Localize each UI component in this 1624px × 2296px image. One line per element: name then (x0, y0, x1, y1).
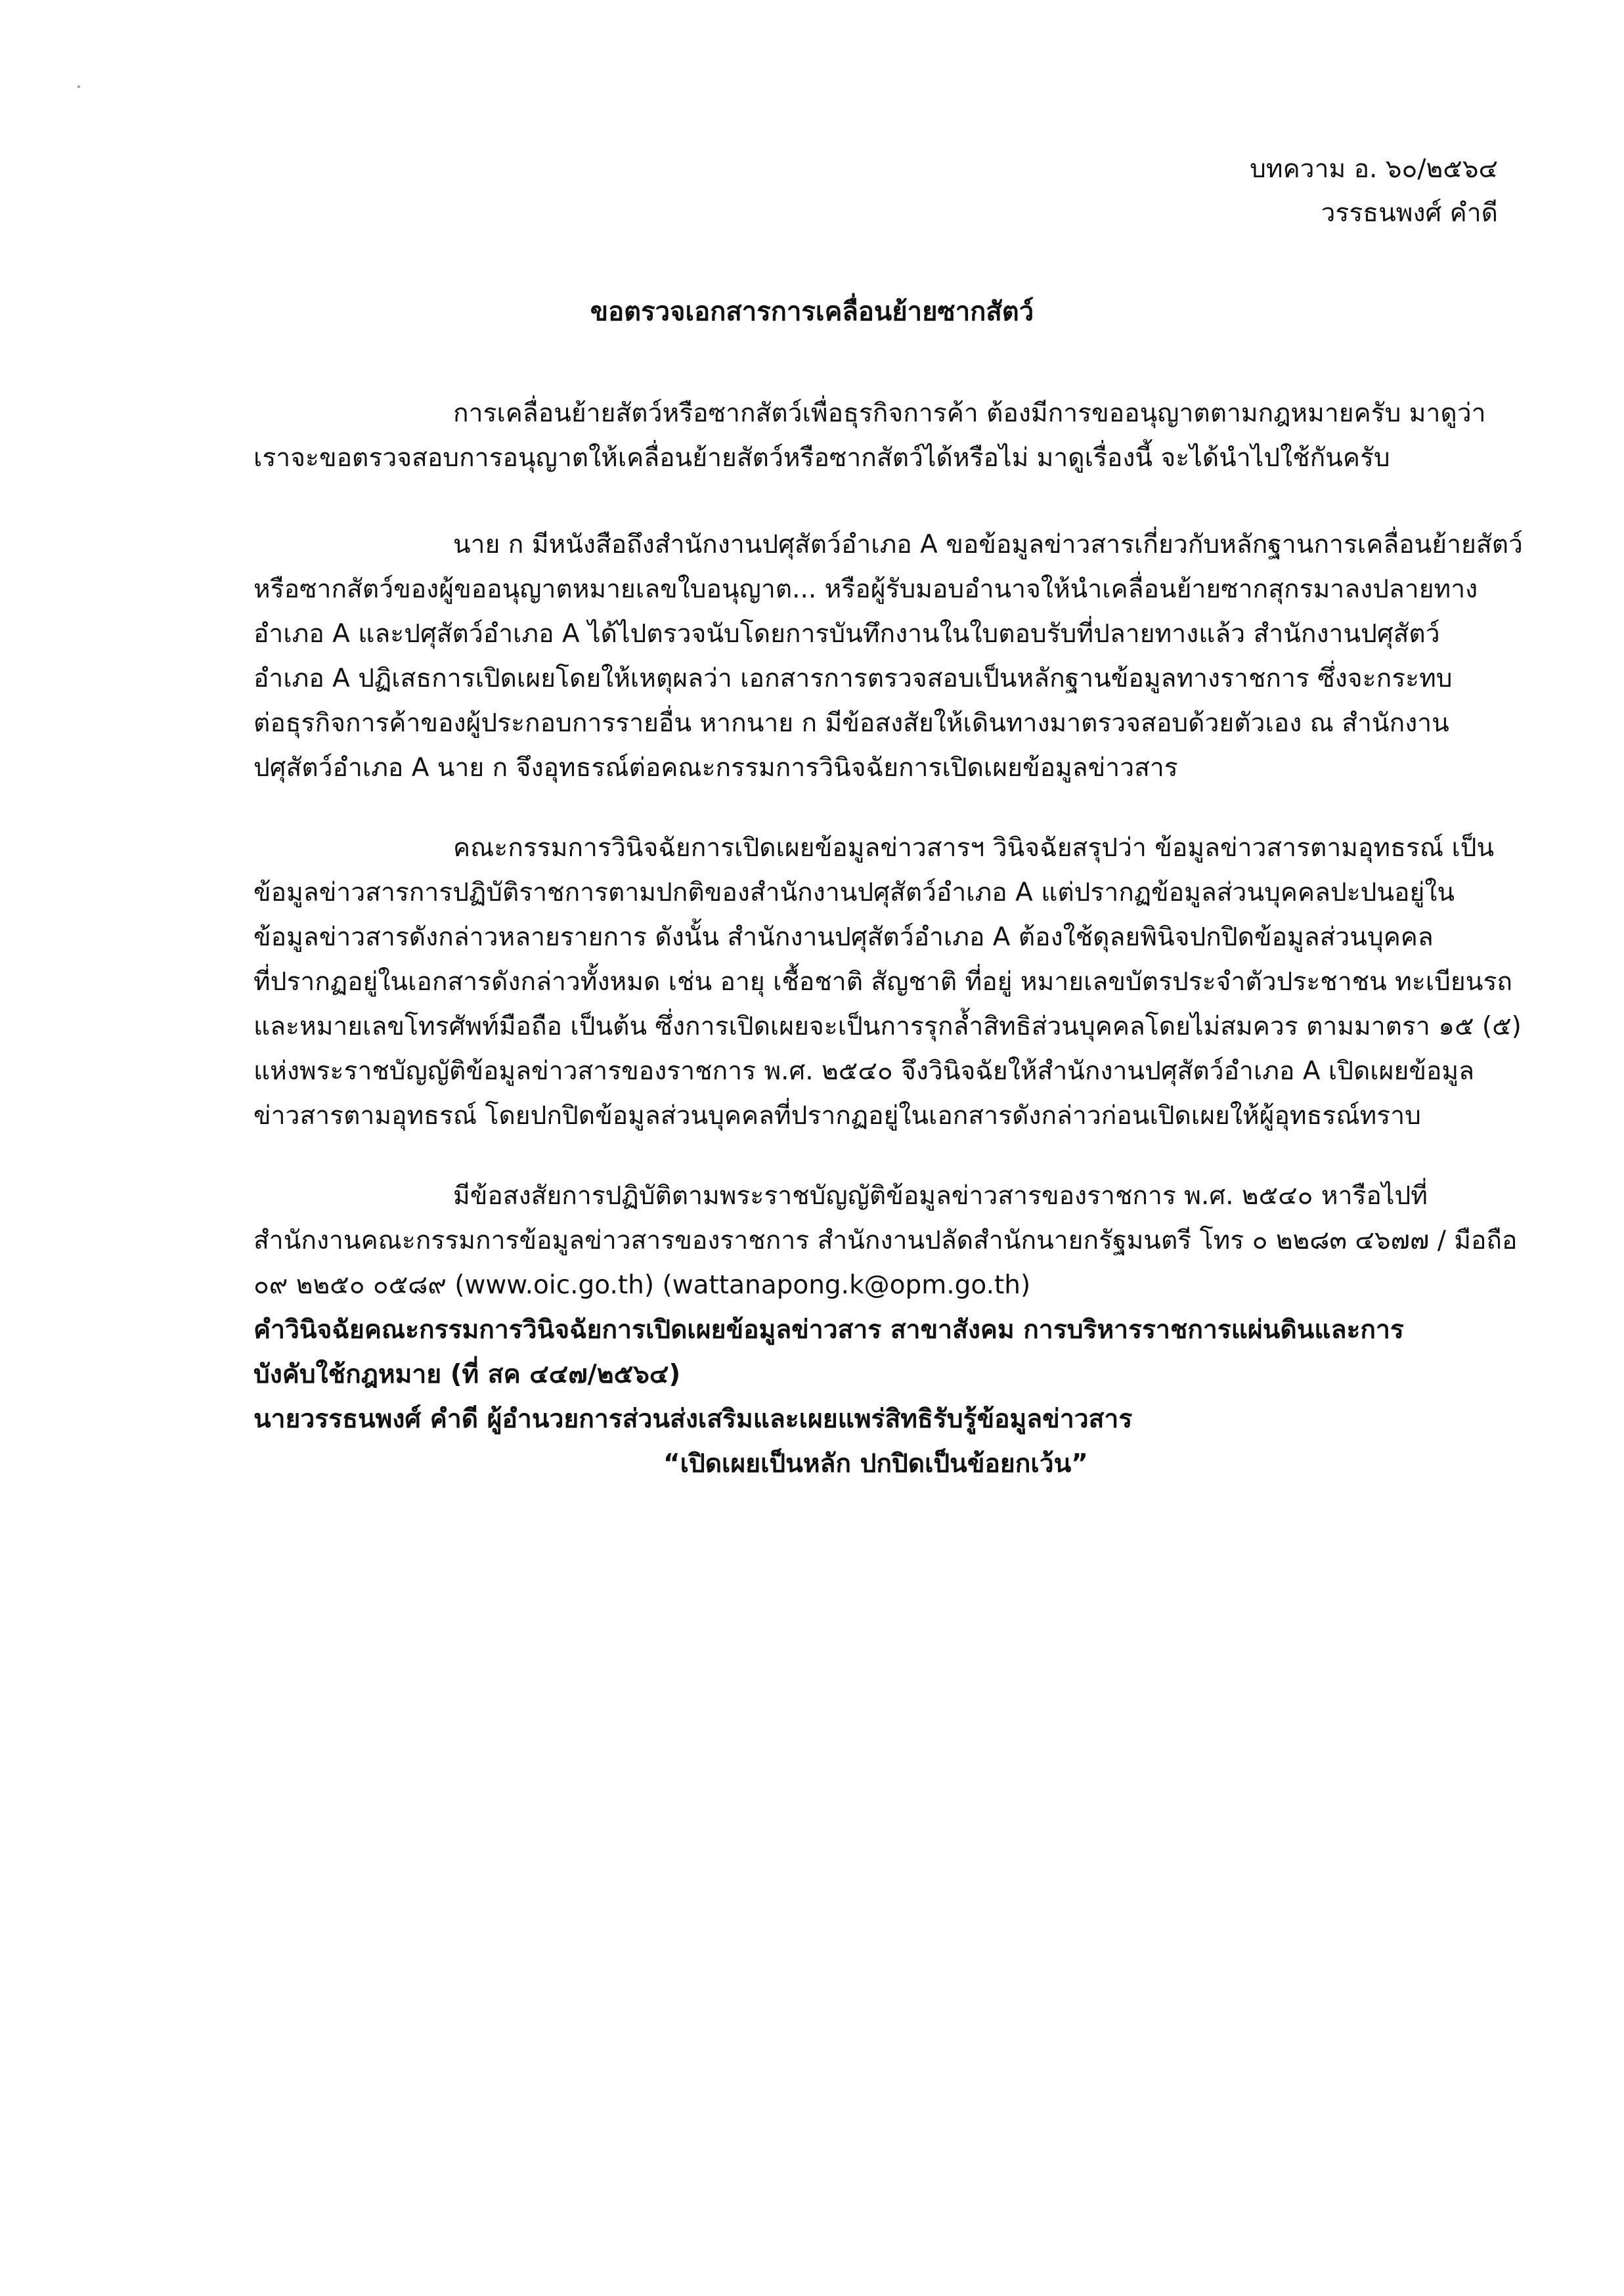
body-line: ข้อมูลข่าวสารการปฏิบัติราชการตามปกติของสำนักงานปศุสัตว์อำเภอ A แต่ปรากฏข้อมูลส่วนบุคคลปะปนอยู่ใน (253, 878, 1455, 907)
scan-speck (77, 85, 80, 88)
body-line: ต่อธุรกิจการค้าของผู้ประกอบการรายอื่น หากนาย ก มีข้อสงสัยให้เดินทางมาตรวจสอบด้วยตัวเอง ณ สำนักงาน (253, 708, 1449, 738)
decision-reference: คำวินิจฉัยคณะกรรมการวินิจฉัยการเปิดเผยข้อมูลข่าวสาร สาขาสังคม การบริหารราชการแผ่นดินและการ (253, 1315, 1404, 1345)
body-line: สำนักงานคณะกรรมการข้อมูลข่าวสารของราชการ สำนักงานปลัดสำนักนายกรัฐมนตรี โทร ๐ ๒๒๘๓ ๔๖๗๗ / มือถือ (253, 1226, 1518, 1255)
article-reference: บทความ อ. ๖๐/๒๕๖๔ (1250, 154, 1498, 184)
body-line: ข่าวสารตามอุทธรณ์ โดยปกปิดข้อมูลส่วนบุคคลที่ปรากฏอยู่ในเอกสารดังกล่าวก่อนเปิดเผยให้ผู้อุทธรณ์ทราบ (253, 1101, 1421, 1131)
body-line: ปศุสัตว์อำเภอ A นาย ก จึงอุทธรณ์ต่อคณะกรรมการวินิจฉัยการเปิดเผยข้อมูลข่าวสาร (253, 753, 1178, 783)
body-line: อำเภอ A และปศุสัตว์อำเภอ A ได้ไปตรวจนับโดยการบันทึกงานในใบตอบรับที่ปลายทางแล้ว สำนักงานปศุสัตว์ (253, 619, 1440, 649)
body-line: อำเภอ A ปฏิเสธการเปิดเผยโดยให้เหตุผลว่า เอกสารการตรวจสอบเป็นหลักฐานข้อมูลทางราชการ ซึ่งจะกระทบ (253, 664, 1453, 693)
body-line: แห่งพระราชบัญญัติข้อมูลข่าวสารของราชการ พ.ศ. ๒๕๔๐ จึงวินิจฉัยให้สำนักงานปศุสัตว์อำเภอ A เปิดเผยข้อมูล (253, 1056, 1475, 1086)
body-line: ที่ปรากฏอยู่ในเอกสารดังกล่าวทั้งหมด เช่น อายุ เชื้อชาติ สัญชาติ ที่อยู่ หมายเลขบัตรประจำตัวประชาชน ทะเบียนรถ (253, 967, 1512, 997)
body-line: เราจะขอตรวจสอบการอนุญาตให้เคลื่อนย้ายสัตว์หรือซากสัตว์ได้หรือไม่ มาดูเรื่องนี้ จะได้นำไปใช้กันครับ (253, 443, 1390, 473)
body-line: มีข้อสงสัยการปฏิบัติตามพระราชบัญญัติข้อมูลข่าวสารของราชการ พ.ศ. ๒๕๔๐ หารือไปที่ (453, 1181, 1428, 1211)
body-line: คณะกรรมการวินิจฉัยการเปิดเผยข้อมูลข่าวสารฯ วินิจฉัยสรุปว่า ข้อมูลข่าวสารตามอุทธรณ์ เป็น (453, 833, 1495, 863)
body-line: ข้อมูลข่าวสารดังกล่าวหลายรายการ ดังนั้น สำนักงานปศุสัตว์อำเภอ A ต้องใช้ดุลยพินิจปกปิดข้อมูลส่วนบุคคล (253, 922, 1434, 952)
body-line: และหมายเลขโทรศัพท์มือถือ เป็นต้น ซึ่งการเปิดเผยจะเป็นการรุกล้ำสิทธิส่วนบุคคลโดยไม่สมควร ตามมาตรา ๑๕ (๕) (253, 1012, 1522, 1041)
body-line: การเคลื่อนย้ายสัตว์หรือซากสัตว์เพื่อธุรกิจการค้า ต้องมีการขออนุญาตตามกฎหมายครับ มาดูว่า (453, 399, 1486, 428)
decision-reference: บังคับใช้กฎหมาย (ที่ สค ๔๔๗/๒๕๖๔) (253, 1360, 681, 1389)
slogan: “เปิดเผยเป็นหลัก ปกปิดเป็นข้อยกเว้น” (663, 1449, 1088, 1479)
document-title: ขอตรวจเอกสารการเคลื่อนย้ายซากสัตว์ (590, 297, 1034, 327)
body-line: หรือซากสัตว์ของผู้ขออนุญาตหมายเลขใบอนุญาต... หรือผู้รับมอบอำนาจให้นำเคลื่อนย้ายซากสุกรมาลงปลายทาง (253, 574, 1478, 604)
signature-line: นายวรรธนพงศ์ คำดี ผู้อำนวยการส่วนส่งเสริมและเผยแพร่สิทธิรับรู้ข้อมูลข่าวสาร (253, 1404, 1133, 1434)
contact-line: ๐๙ ๒๒๕๐ ๐๕๘๙ (www.oic.go.th) (wattanapong.k@opm.go.th) (253, 1270, 1031, 1300)
body-line: นาย ก มีหนังสือถึงสำนักงานปศุสัตว์อำเภอ A ขอข้อมูลข่าวสารเกี่ยวกับหลักฐานการเคลื่อนย้ายสัตว์ (453, 530, 1523, 559)
author-name: วรรธนพงศ์ คำดี (1321, 198, 1498, 228)
